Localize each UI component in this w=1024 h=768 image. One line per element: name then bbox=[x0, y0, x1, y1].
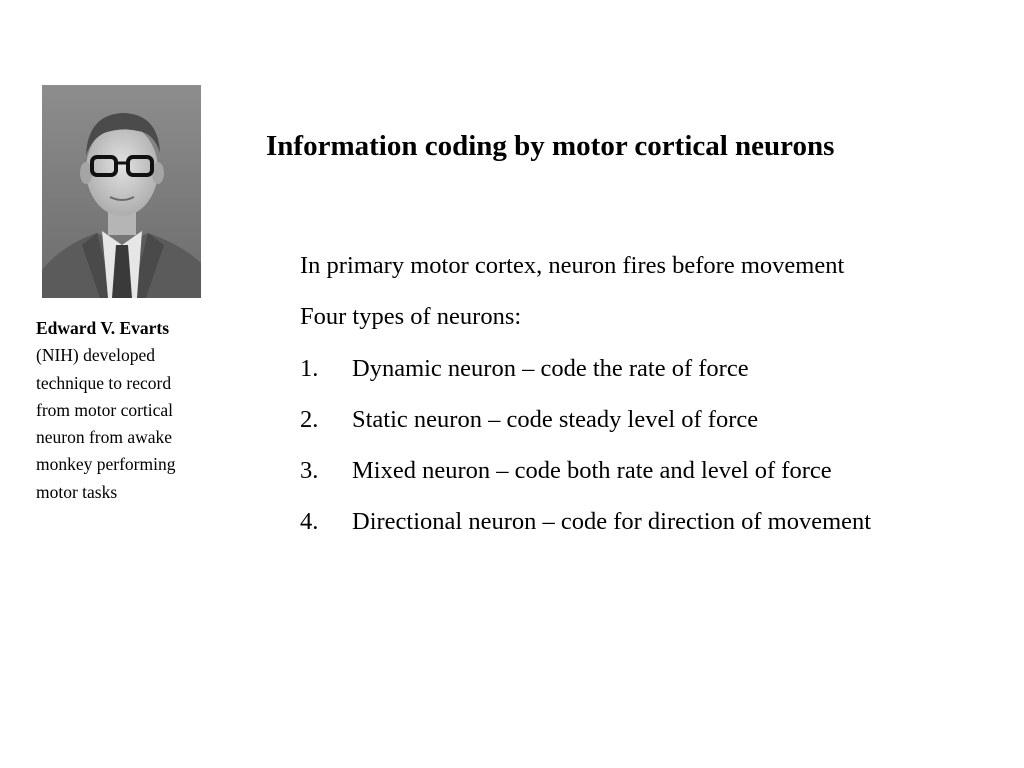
list-item-text: Directional neuron – code for direction of movement bbox=[352, 508, 872, 536]
list-item-number: 1. bbox=[300, 354, 319, 382]
intro-line: Four types of neurons: bbox=[300, 303, 522, 331]
list-item-text: Mixed neuron – code both rate and level of force bbox=[352, 457, 832, 485]
caption-line: monkey performing bbox=[36, 454, 176, 475]
portrait-photo bbox=[42, 85, 201, 298]
list-item-number: 3. bbox=[300, 457, 319, 485]
caption-line: from motor cortical bbox=[36, 399, 174, 420]
intro-line: In primary motor cortex, neuron fires before movement bbox=[300, 252, 845, 279]
caption-line: technique to record bbox=[36, 372, 172, 393]
list-item bbox=[300, 445, 1000, 496]
list-item bbox=[300, 394, 1000, 445]
slide-body bbox=[300, 240, 1000, 548]
caption-line: (NIH) developed bbox=[36, 345, 156, 366]
list-item-text: Dynamic neuron – code the rate of force bbox=[352, 354, 749, 382]
caption-line: motor tasks bbox=[36, 481, 118, 502]
list-item-number: 4. bbox=[300, 508, 319, 536]
list-item bbox=[300, 343, 1000, 394]
list-item-text: Static neuron – code steady level of force bbox=[352, 405, 759, 433]
caption-name: Edward V. Evarts bbox=[36, 318, 170, 338]
caption-line: neuron from awake bbox=[36, 427, 173, 448]
list-item bbox=[300, 496, 1000, 547]
slide-title: Information coding by motor cortical neurons bbox=[266, 130, 835, 162]
photo-caption bbox=[36, 315, 236, 506]
list-item-number: 2. bbox=[300, 405, 319, 433]
